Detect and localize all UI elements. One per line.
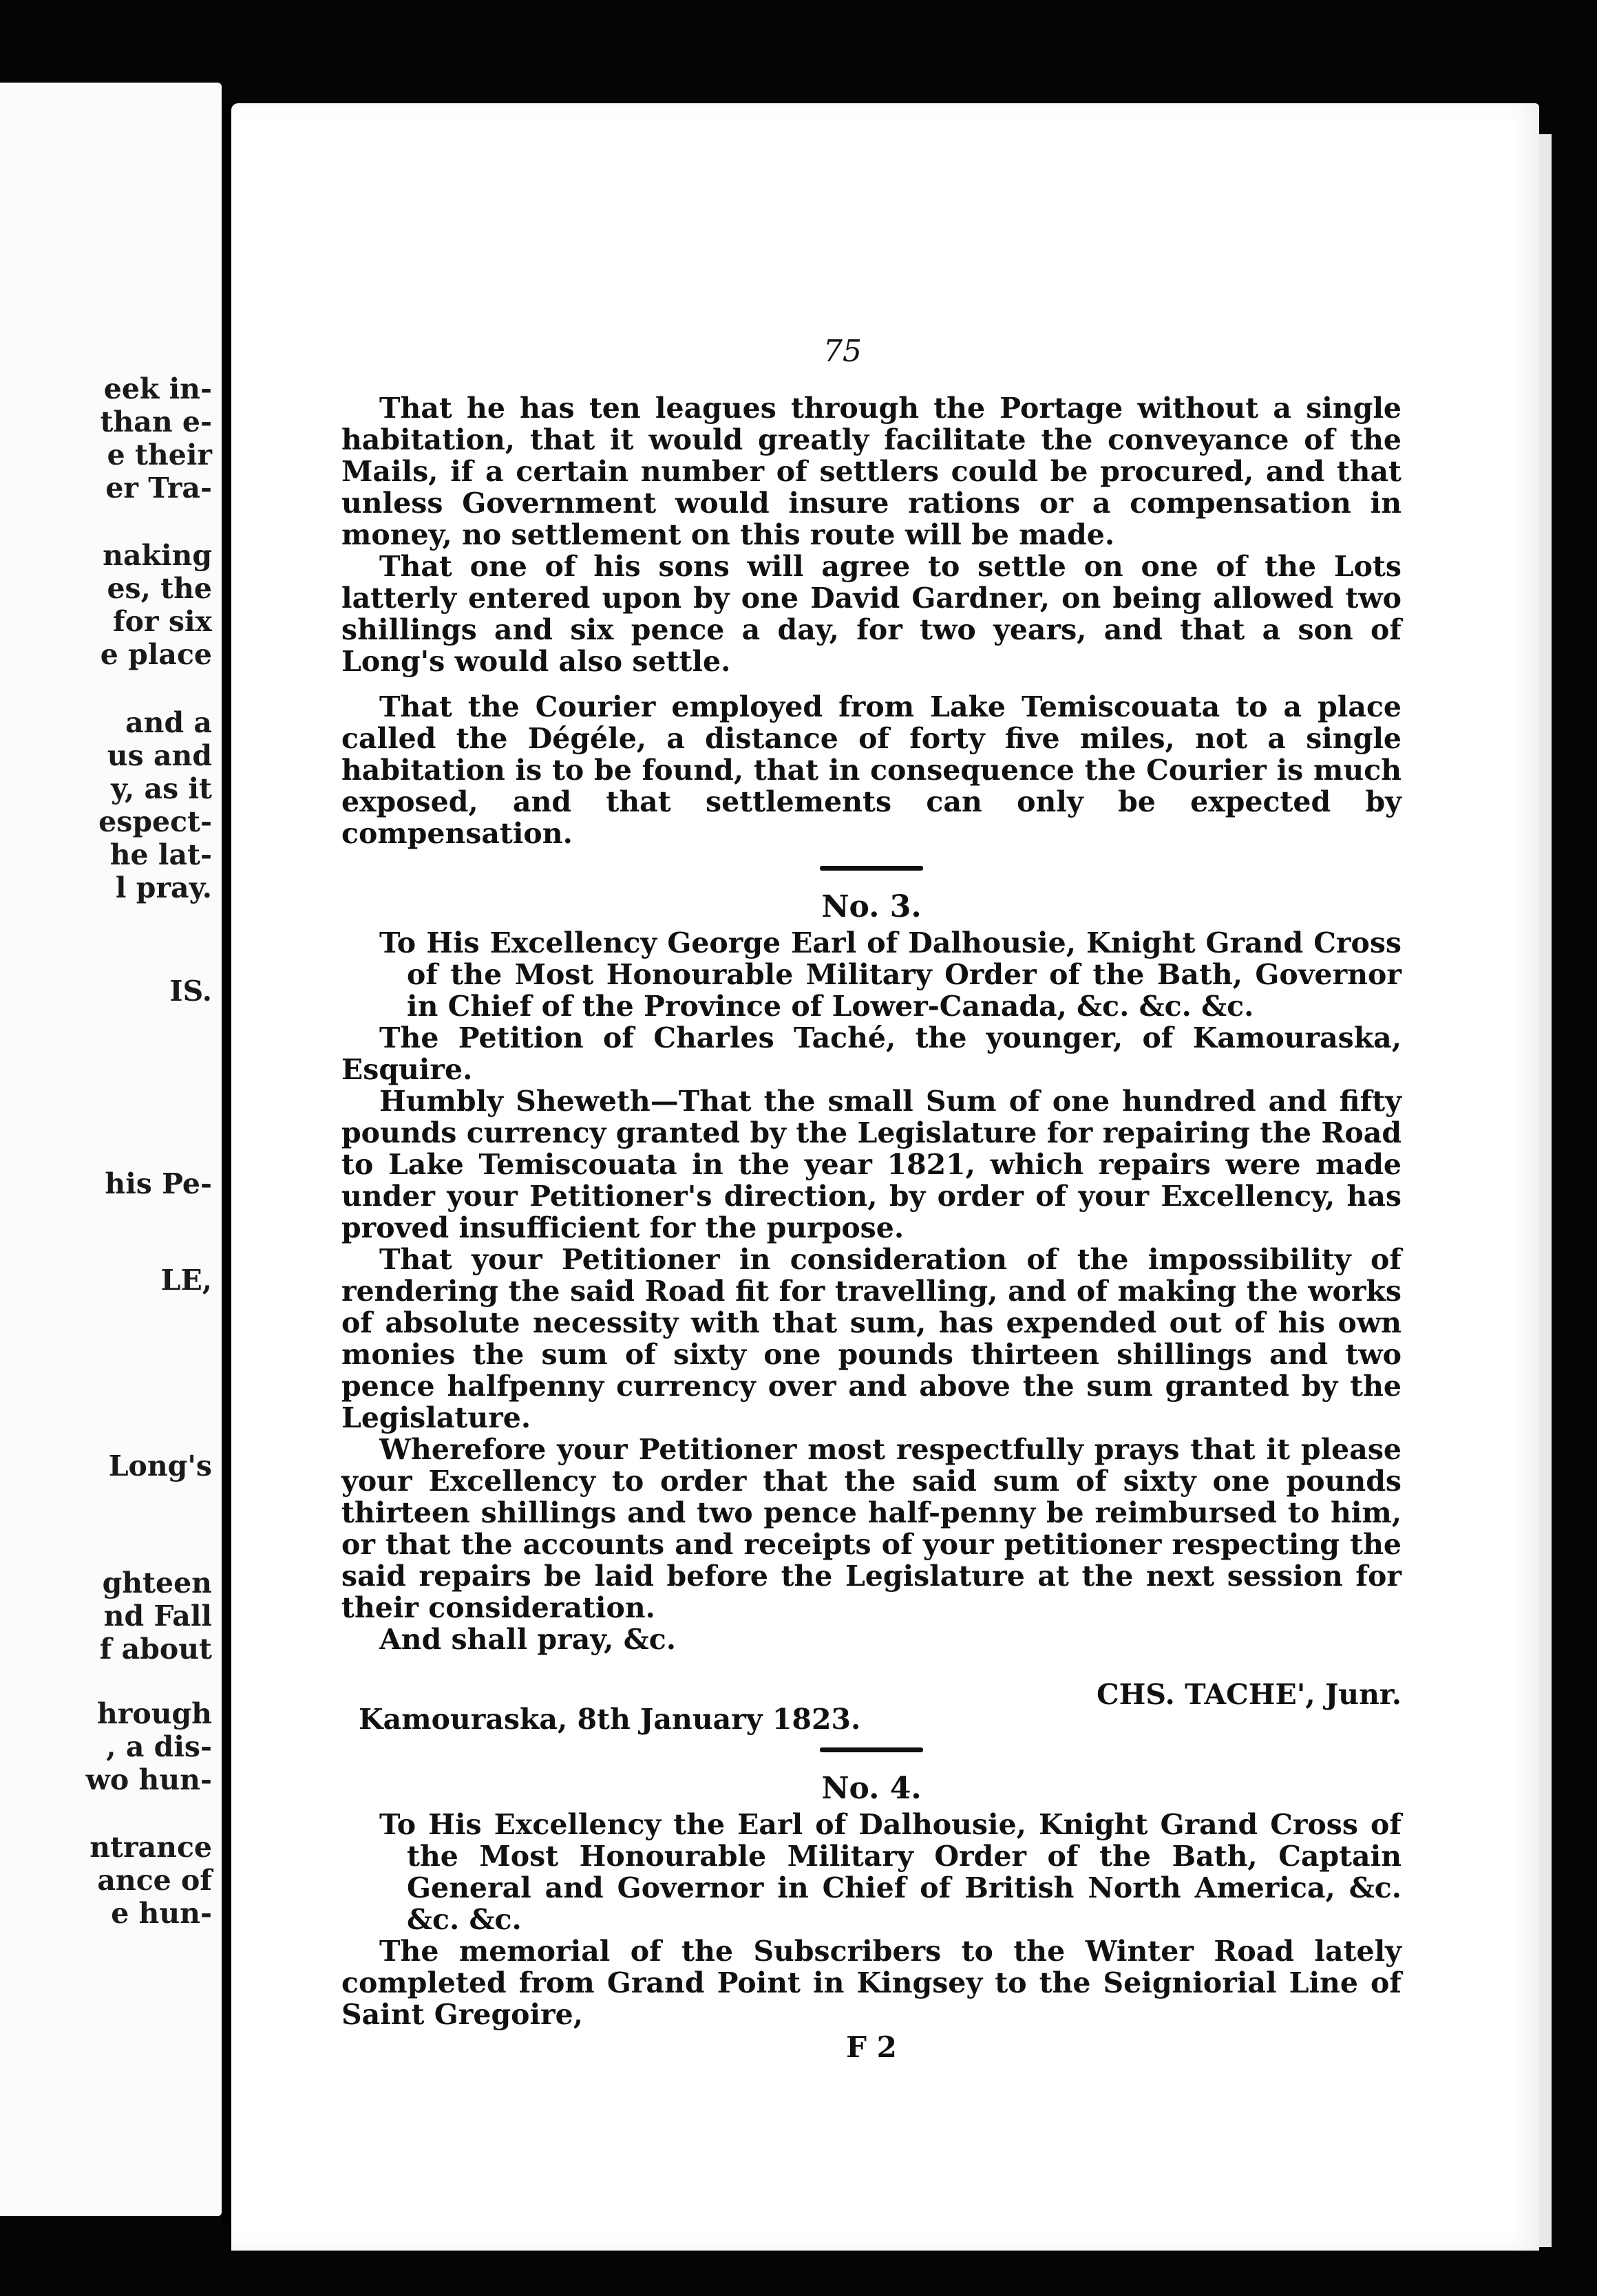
section-3-paragraph-2: That your Petitioner in consideration of the impossibility of rendering the said Road fit for travelling, and of making the works of absolute necessity with that sum, has expended out of his own monies the sum of sixty one pounds thirteen shillings and two pence halfpenny currency over and above the sum granted by the Legislature. (341, 1243, 1402, 1434)
section-3-closing: And shall pray, &c. (379, 1623, 676, 1656)
paragraph-1: That he has ten leagues through the Portage without a single habitation, that it would greatly facilitate the conveyance of the Mails, if a certain number of settlers could be procured, and that unless Government would insure rations or a compensation in money, no settlement on this route will be made. (341, 392, 1402, 551)
left-page-fragment: es, the (107, 572, 212, 605)
left-page-fragment: than e- (100, 405, 212, 438)
signature-mark: F 2 (846, 2030, 897, 2064)
section-4-address: To His Excellency the Earl of Dalhousie, Knight Grand Cross of the Most Honourable Military Order of the Bath, Captain General and Governor in Chief of British North America, &c. &c. &c. (379, 1808, 1402, 1936)
left-page-fragment: e their (107, 438, 212, 471)
section-3-paragraph-1: Humbly Sheweth—That the small Sum of one hundred and fifty pounds currency granted by the Legislature for repairing the Road to Lake Temiscouata in the year 1821, which repairs were made under your Petitioner's direction, by order of your Excellency, has proved insufficient for the purpose. (341, 1085, 1402, 1244)
signature: CHS. TACHE', Junr. (1097, 1678, 1402, 1711)
left-page-fragment: IS. (169, 975, 212, 1008)
left-page-fragment: his Pe- (105, 1167, 212, 1200)
book-spine (222, 103, 231, 2223)
left-page-fragment: Long's (108, 1449, 212, 1482)
left-page-fragment: y, as it (111, 772, 212, 805)
left-page-fragment: l pray. (115, 871, 212, 904)
left-page-fragment: us and (107, 739, 212, 772)
paragraph-2: That one of his sons will agree to settle on one of the Lots latterly entered upon by one David Gardner, on being allowed two shillings and six pence a day, for two years, and that a son of Long's would also settle. (341, 550, 1402, 678)
section-divider (820, 866, 923, 871)
left-page-fragment: er Tra- (105, 471, 212, 504)
left-page-fragment: espect- (98, 805, 212, 838)
left-page-fragment: and a (125, 706, 212, 739)
left-page-fragment: e hun- (111, 1897, 212, 1930)
page-edge (1539, 134, 1552, 2247)
right-page (231, 103, 1539, 2251)
left-page-fragment: nd Fall (103, 1599, 212, 1633)
section-3-heading: No. 3. (821, 889, 922, 924)
left-page-fragment: LE, (160, 1264, 212, 1297)
section-3-petition-title: The Petition of Charles Taché, the younger, of Kamouraska, Esquire. (341, 1021, 1402, 1086)
left-page (0, 83, 222, 2216)
left-page-fragment: e place (100, 638, 212, 671)
section-4-paragraph-1: The memorial of the Subscribers to the Winter Road lately completed from Grand Point in Kingsey to the Seigniorial Line of Saint Gregoire, (341, 1935, 1402, 2031)
place-date: Kamouraska, 8th January 1823. (359, 1703, 861, 1736)
section-divider-2 (820, 1747, 923, 1752)
page-number: 75 (823, 334, 862, 369)
left-page-fragment: f about (99, 1633, 212, 1666)
left-page-fragment: naking (103, 539, 212, 572)
page-body (341, 392, 1402, 2063)
section-3-address: To His Excellency George Earl of Dalhousie, Knight Grand Cross of the Most Honourable Military Order of the Bath, Governor in Chief of the Province of Lower-Canada, &c. &c. &c. (379, 926, 1402, 1023)
left-page-fragment: hrough (96, 1697, 212, 1730)
section-4-heading: No. 4. (821, 1771, 922, 1806)
left-page-fragment: ghteen (102, 1566, 212, 1599)
left-page-fragment: ntrance (89, 1831, 212, 1864)
left-page-fragment: ance of (97, 1864, 212, 1897)
signature-row (341, 1678, 1402, 1736)
paragraph-3: That the Courier employed from Lake Temiscouata to a place called the Dégéle, a distance of forty five miles, not a single habitation is to be found, that in consequence the Courier is much exposed, and that settlements can only be expected by compensation. (341, 690, 1402, 850)
left-page-fragment: he lat- (109, 838, 212, 871)
left-page-fragment: wo hun- (85, 1763, 212, 1796)
left-page-fragment: for six (113, 605, 212, 638)
left-page-fragment: eek in- (103, 372, 212, 405)
left-page-fragment: , a dis- (106, 1730, 212, 1763)
section-3-paragraph-3: Wherefore your Petitioner most respectfully prays that it please your Excellency to order that the said sum of sixty one pounds thirteen shillings and two pence half-penny be reimbursed to him, or that the accounts and receipts of your petitioner respecting the said repairs be laid before the Legislature at the next session for their consideration. (341, 1433, 1402, 1624)
